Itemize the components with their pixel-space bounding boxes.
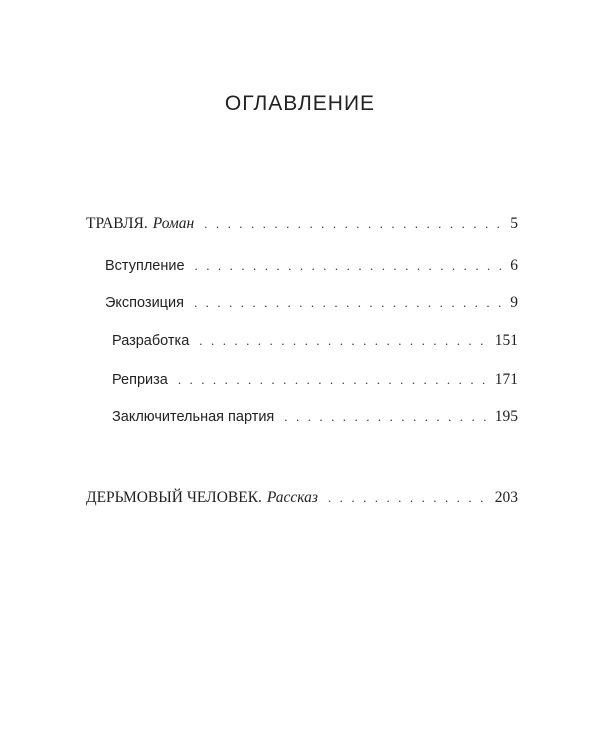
toc-entry-title: ДЕРЬМОВЫЙ ЧЕЛОВЕК. (86, 489, 262, 506)
toc-page-number: 203 (494, 489, 518, 506)
toc-page-number: 6 (510, 257, 518, 274)
toc-entry-section (112, 330, 518, 352)
toc-entry-genre: Рассказ (266, 489, 318, 506)
toc-page-number: 195 (494, 408, 518, 425)
toc-entry-title: Вступление (105, 258, 185, 274)
toc-entry-title: Заключительная партия (112, 409, 275, 425)
toc-page-number: 5 (510, 215, 518, 232)
dot-leader (194, 292, 502, 314)
toc-entry-title: ТРАВЛЯ. (86, 215, 148, 232)
toc-entry-section (112, 369, 518, 391)
toc-page-number: 9 (510, 294, 518, 311)
toc-page-number: 171 (494, 371, 518, 388)
toc-entry-title: Экспозиция (105, 295, 184, 311)
dot-leader (284, 406, 486, 428)
toc-entry-section (105, 255, 518, 277)
dot-leader (178, 369, 487, 391)
toc-entry-section (112, 406, 518, 428)
toc-entry-genre: Роман (152, 215, 195, 232)
dot-leader (199, 330, 486, 352)
toc-entry-section (105, 292, 518, 314)
toc-entry-title: Реприза (112, 372, 168, 388)
toc-page-number: 151 (494, 332, 518, 349)
toc-entry-main (86, 487, 518, 509)
dot-leader (328, 487, 487, 509)
toc-entry-title: Разработка (112, 333, 190, 349)
page-title: ОГЛАВЛЕНИЕ (224, 92, 376, 115)
dot-leader (195, 255, 503, 277)
dot-leader (204, 213, 502, 235)
toc-entry-main (86, 213, 518, 235)
